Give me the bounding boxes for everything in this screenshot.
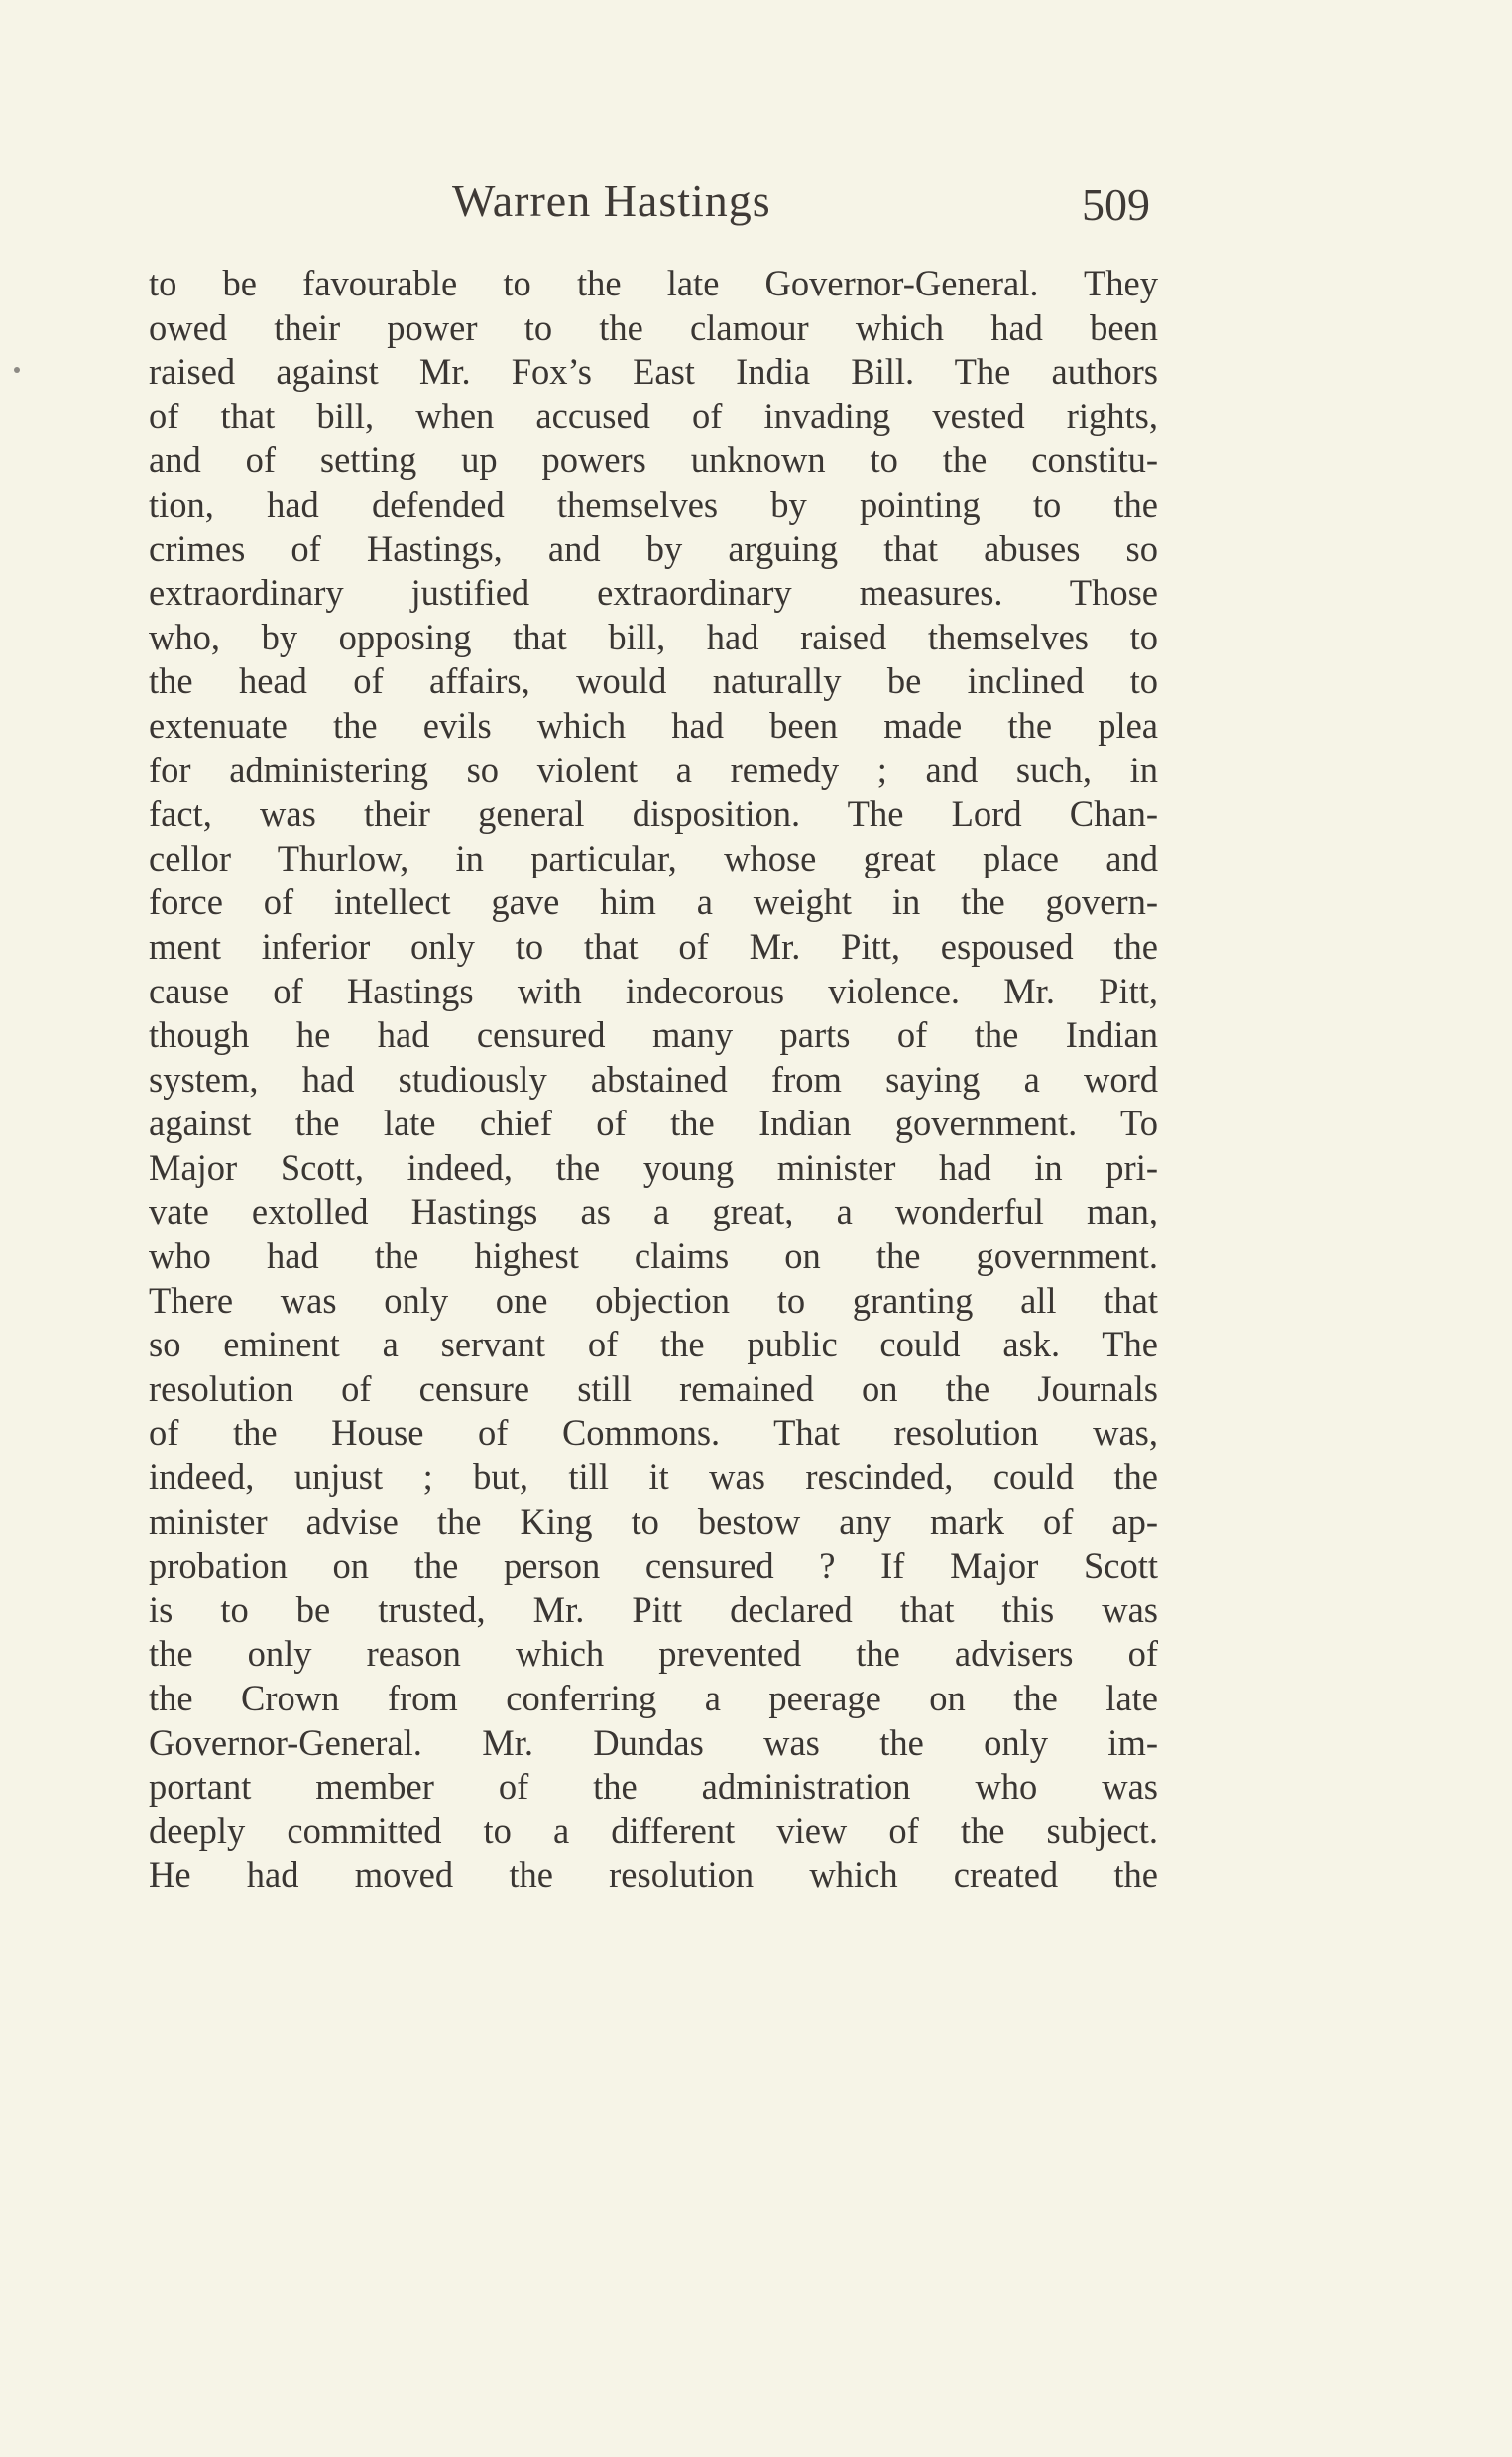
text-line: against the late chief of the Indian government. To xyxy=(149,1103,1158,1144)
paper-speck xyxy=(14,367,20,373)
text-line: ment inferior only to that of Mr. Pitt, espoused the xyxy=(149,925,1158,967)
body-text xyxy=(149,262,1158,1898)
text-line: the only reason which prevented the advisers of xyxy=(149,1633,1158,1675)
text-line: vate extolled Hastings as a great, a wonderful man, xyxy=(149,1191,1158,1232)
text-line: who had the highest claims on the government. xyxy=(149,1235,1158,1277)
text-line: is to be trusted, Mr. Pitt declared that this was xyxy=(149,1588,1158,1630)
page-header xyxy=(149,175,1150,234)
text-line: cause of Hastings with indecorous violence. Mr. Pitt, xyxy=(149,970,1158,1011)
text-line: the Crown from conferring a peerage on the late xyxy=(149,1678,1158,1718)
text-line: resolution of censure still remained on the Journals xyxy=(149,1367,1158,1409)
text-line: extenuate the evils which had been made the plea xyxy=(149,704,1158,746)
page-number: 509 xyxy=(1082,179,1150,230)
text-line: Major Scott, indeed, the young minister had in pri- xyxy=(149,1146,1158,1188)
text-line: indeed, unjust ; but, till it was rescinded, could the xyxy=(149,1457,1158,1498)
text-line: fact, was their general disposition. The Lord Chan- xyxy=(149,793,1158,835)
text-line: minister advise the King to bestow any mark of ap- xyxy=(149,1500,1158,1542)
text-line: though he had censured many parts of the Indian xyxy=(149,1014,1158,1056)
text-line: raised against Mr. Fox’s East India Bill. The authors xyxy=(149,351,1158,393)
text-line: He had moved the resolution which created the xyxy=(149,1854,1158,1896)
text-line: extraordinary justified extraordinary measures. Those xyxy=(149,572,1158,614)
text-line: and of setting up powers unknown to the constitu- xyxy=(149,439,1158,481)
text-line: deeply committed to a different view of the subject. xyxy=(149,1810,1158,1851)
text-line: owed their power to the clamour which had been xyxy=(149,306,1158,348)
text-line: who, by opposing that bill, had raised themselves to xyxy=(149,616,1158,657)
text-line: There was only one objection to granting all that xyxy=(149,1279,1158,1321)
text-line: crimes of Hastings, and by arguing that abuses so xyxy=(149,527,1158,569)
text-line: system, had studiously abstained from saying a word xyxy=(149,1058,1158,1100)
text-line: Governor-General. Mr. Dundas was the only im- xyxy=(149,1721,1158,1763)
text-line: probation on the person censured ? If Major Scott xyxy=(149,1545,1158,1586)
text-line: the head of affairs, would naturally be inclined to xyxy=(149,660,1158,702)
text-line: so eminent a servant of the public could ask. The xyxy=(149,1324,1158,1365)
text-line: of that bill, when accused of invading vested rights, xyxy=(149,395,1158,436)
text-line: portant member of the administration who was xyxy=(149,1766,1158,1808)
text-line: to be favourable to the late Governor-General. They xyxy=(149,263,1158,303)
text-line: force of intellect gave him a weight in the govern- xyxy=(149,881,1158,923)
text-line: cellor Thurlow, in particular, whose great place and xyxy=(149,837,1158,878)
text-line: of the House of Commons. That resolution was, xyxy=(149,1412,1158,1454)
running-title: Warren Hastings xyxy=(452,176,771,226)
text-line: for administering so violent a remedy ; and such, in xyxy=(149,749,1158,790)
text-line: tion, had defended themselves by pointing to the xyxy=(149,483,1158,525)
